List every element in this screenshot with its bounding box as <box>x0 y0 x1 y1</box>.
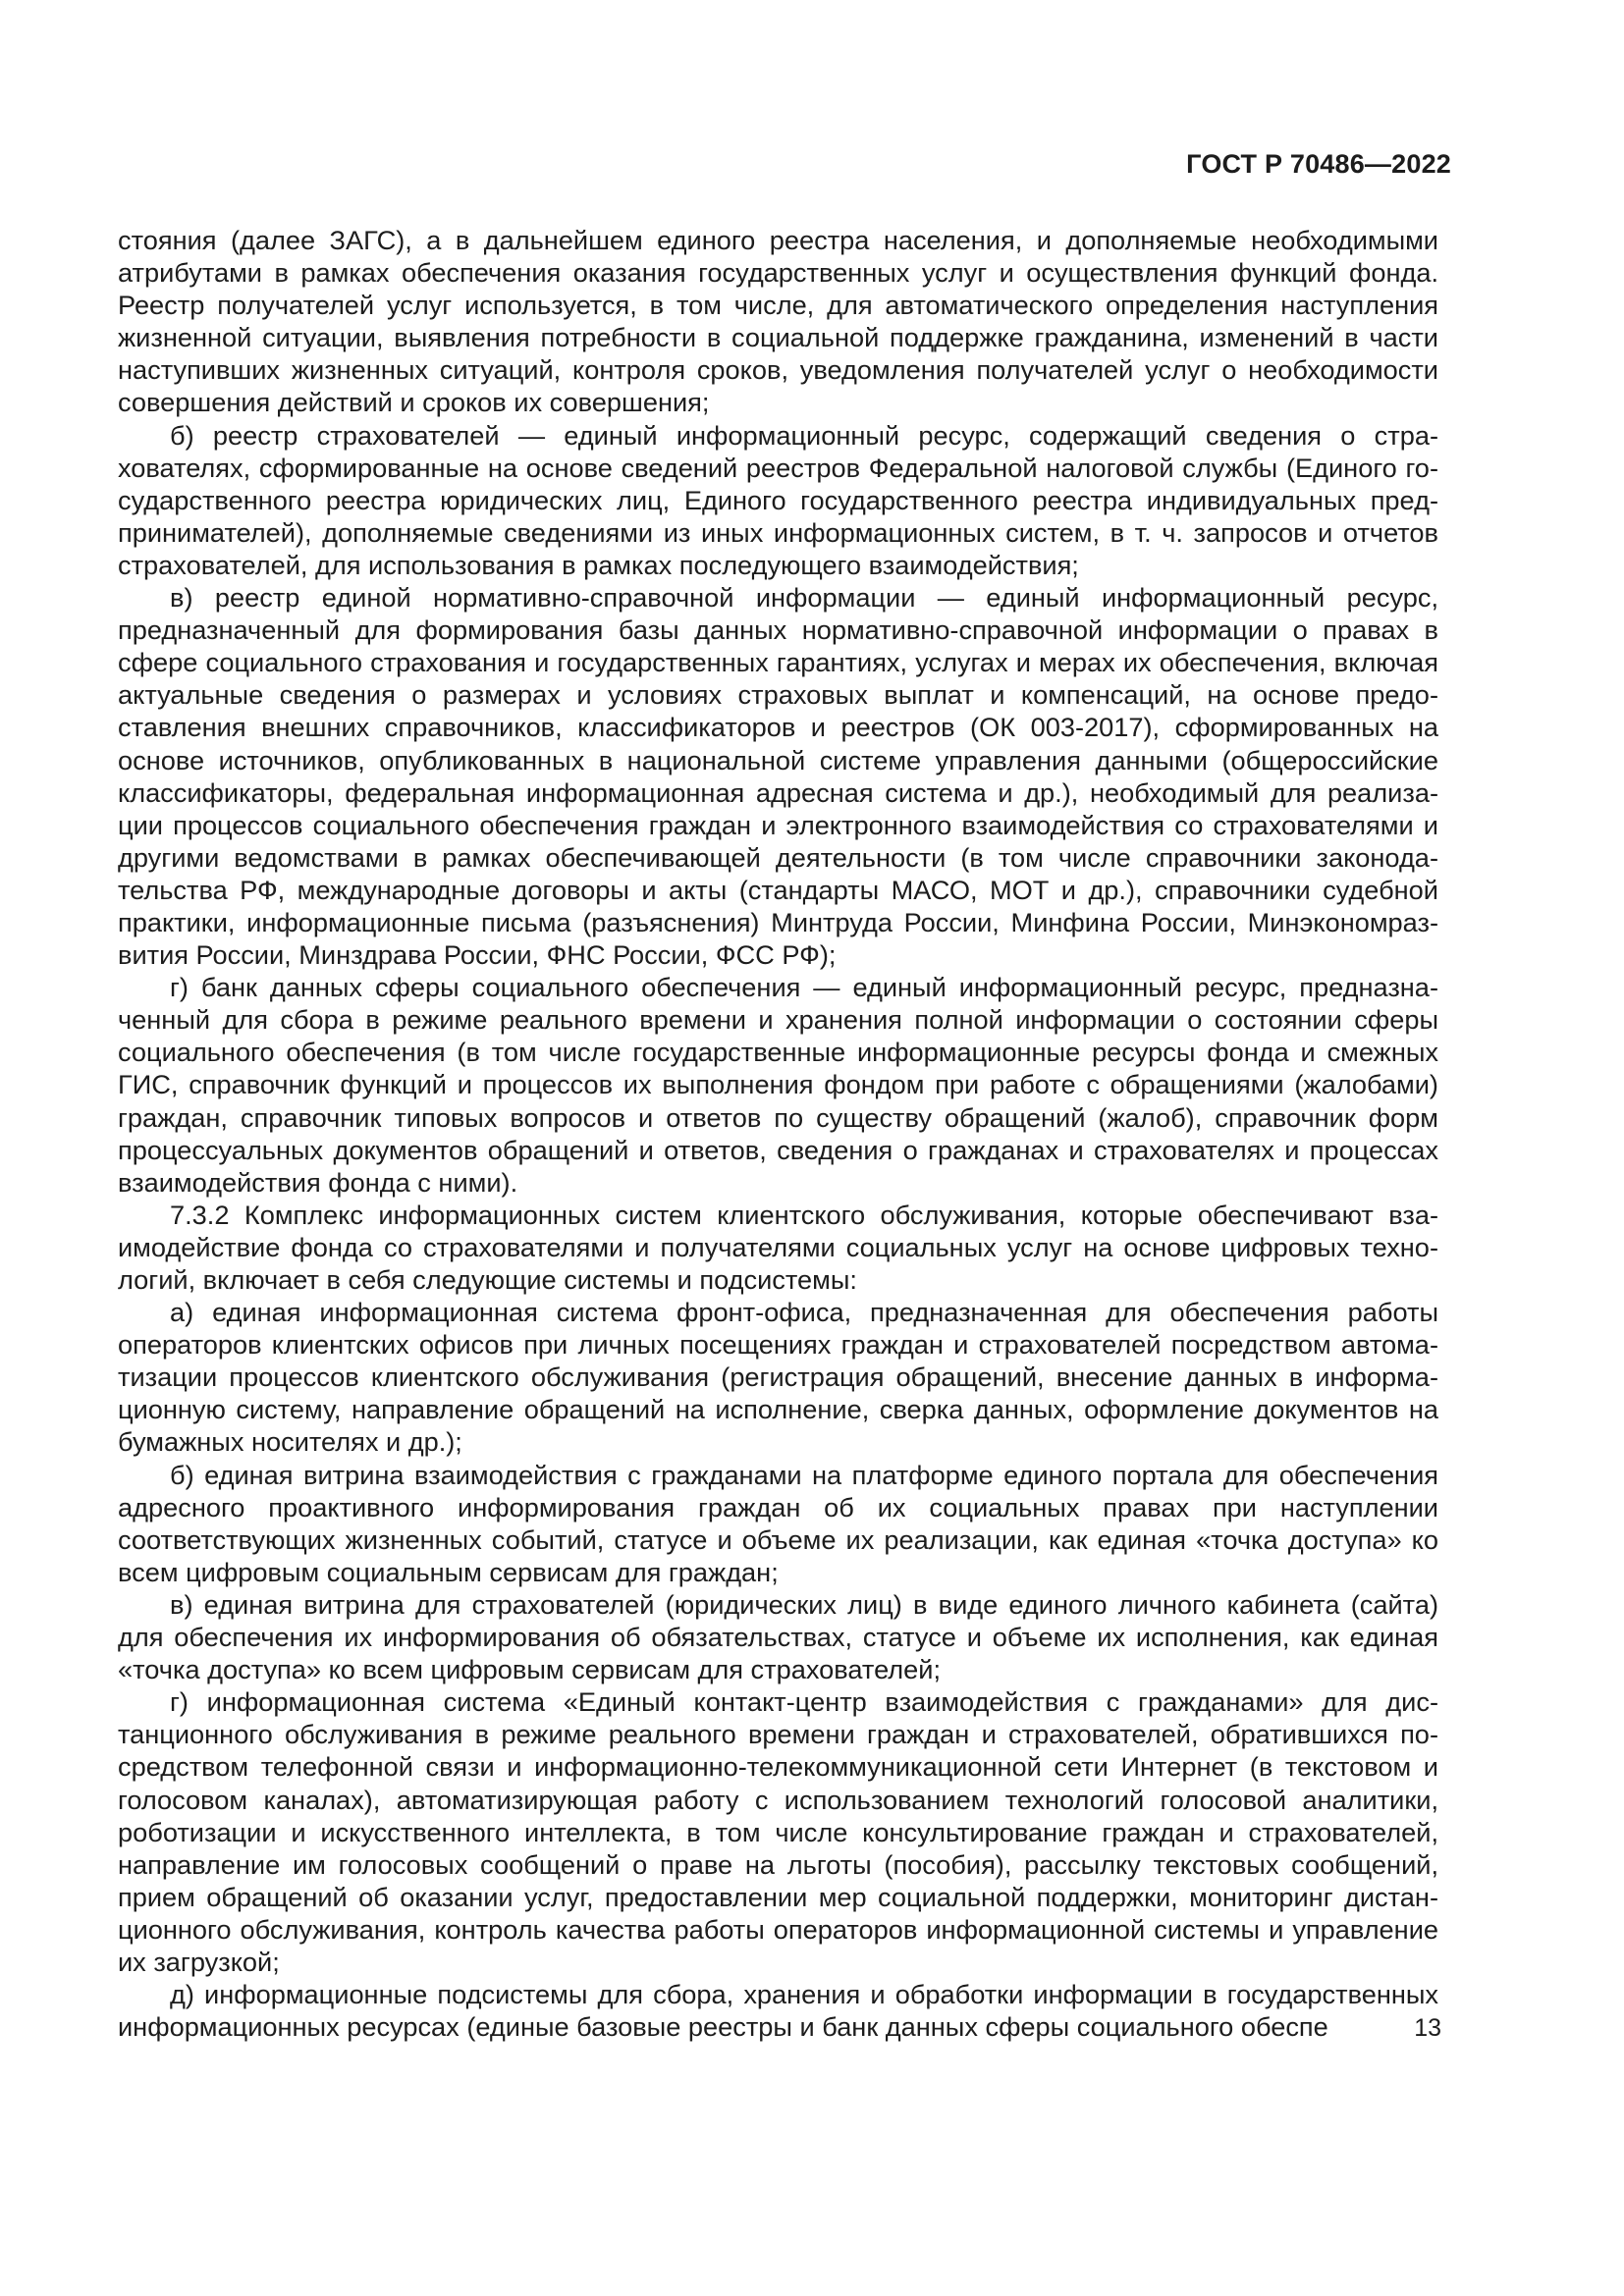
paragraph-item-g-social-databank: г) банк данных сферы социального обеспечения — единый информационный ресурс, предназначенный для сбора в режиме реального времени и хранения полной информации о состоянии сферы социального обеспечения (в том числе государственные информационные ресурсы фонда и смежных ГИС, справочник функций и процессов их выполнения фондом при работе с обращениями (жалобами) граждан, справочник типовых вопросов и ответов по существу обращений (жалоб), справочник форм процессуальных документов обращений и ответов, сведения о гражданах и страхователях и процессах взаимодействия фонда с ними). <box>118 972 1438 1198</box>
paragraph-item-b-insurers-registry: б) реестр страхователей — единый информационный ресурс, содержащий сведения о страхователях, сформированные на основе сведений реестров Федеральной налоговой службы (Единого государственного реестра юридических лиц, Единого государственного реестра индивидуальных предпринимателей), дополняемые сведениями из иных информационных систем, в т. ч. запросов и отчетов страхователей, для использования в рамках последующего взаимодействия; <box>118 419 1438 580</box>
paragraph-continuation: стояния (далее ЗАГС), а в дальнейшем единого реестра населения, и дополняемые необходимыми атрибутами в рамках обеспечения оказания государственных услуг и осуществления функций фонда. Реестр получателей услуг используется, в том числе, для автоматического определения наступления жизненной ситуации, выявления потребности в социальной поддержке гражданина, изменений в части наступивших жизненных ситуаций, контроля сроков, уведомления получателей услуг о необходимости совершения действий и сроков их совершения; <box>118 225 1438 418</box>
paragraph-item-b-citizen-showcase: б) единая витрина взаимодействия с гражданами на платформе единого портала для обеспечения адресного проактивного информирования граждан об их социальных правах при наступлении соответствующих жизненных событий, статусе и объеме их реализации, как единая «точка доступа» ко всем цифровым социальным сервисам для граждан; <box>118 1459 1438 1587</box>
paragraph-item-v-insurer-showcase: в) единая витрина для страхователей (юридических лиц) в виде единого личного кабинета (сайта) для обеспечения их информирования об обязательствах, статусе и объеме их исполнения, как единая «точка доступа» ко всем цифровым сервисам для страхователей; <box>118 1588 1438 1685</box>
paragraph-item-v-reference-registry: в) реестр единой нормативно-справочной информации — единый информационный ресурс, предназначенный для формирования базы данных нормативно-справочной информации о правах в сфере социального страхования и государственных гарантиях, услугах и мерах их обеспечения, включая актуальные сведения о размерах и условиях страховых выплат и компенсаций, на основе предоставления внешних справочников, классификаторов и реестров (ОК 003-2017), сформированных на основе источников, опубликованных в национальной системе управления данными (общероссийские классификаторы, федеральная информационная адресная система и др.), необходимый для реализации процессов социального обеспечения граждан и электронного взаимодействия со страхователями и другими ведомствами в рамках обеспечивающей деятельности (в том числе справочники законодательства РФ, международные договоры и акты (стандарты МАСО, МОТ и др.), справочники судебной практики, информационные письма (разъяснения) Минтруда России, Минфина России, Минэкономразвития России, Минздрава России, ФНС России, ФСС РФ); <box>118 582 1438 971</box>
paragraph-item-a-front-office: а) единая информационная система фронт-офиса, предназначенная для обеспечения работы операторов клиентских офисов при личных посещениях граждан и страхователей посредством автоматизации процессов клиентского обслуживания (регистрация обращений, внесение данных в информационную систему, направление обращений на исполнение, сверка данных, оформление документов на бумажных носителях и др.); <box>118 1297 1438 1458</box>
page-number: 13 <box>1414 2014 1441 2042</box>
paragraph-item-g-contact-center: г) информационная система «Единый контакт-центр взаимодействия с гражданами» для дистанционного обслуживания в режиме реального времени граждан и страхователей, обратившихся посредством телефонной связи и информационно-телекоммуникационной сети Интернет (в текстовом и голосовом каналах), автоматизирующая работу с использованием технологий голосовой аналитики, роботизации и искусственного интеллекта, в том числе консультирование граждан и страхователей, направление им голосовых сообщений о праве на льготы (пособия), рассылку текстовых сообщений, прием обращений об оказании услуг, предоставлении мер социальной поддержки, мониторинг дистанционного обслуживания, контроль качества работы операторов информационной системы и управление их загрузкой; <box>118 1686 1438 1977</box>
document-standard-id: ГОСТ Р 70486—2022 <box>1186 149 1451 179</box>
paragraph-section-7-3-2: 7.3.2 Комплекс информационных систем клиентского обслуживания, которые обеспечивают взаимодействие фонда со страхователями и получателями социальных услуг на основе цифровых технологий, включает в себя следующие системы и подсистемы: <box>118 1199 1438 1295</box>
paragraph-item-d-info-subsystems: д) информационные подсистемы для сбора, хранения и обработки информации в государственных информационных ресурсах (единые базовые реестры и банк данных сферы социального обеспе <box>118 1979 1438 2043</box>
document-body <box>118 224 1438 2043</box>
